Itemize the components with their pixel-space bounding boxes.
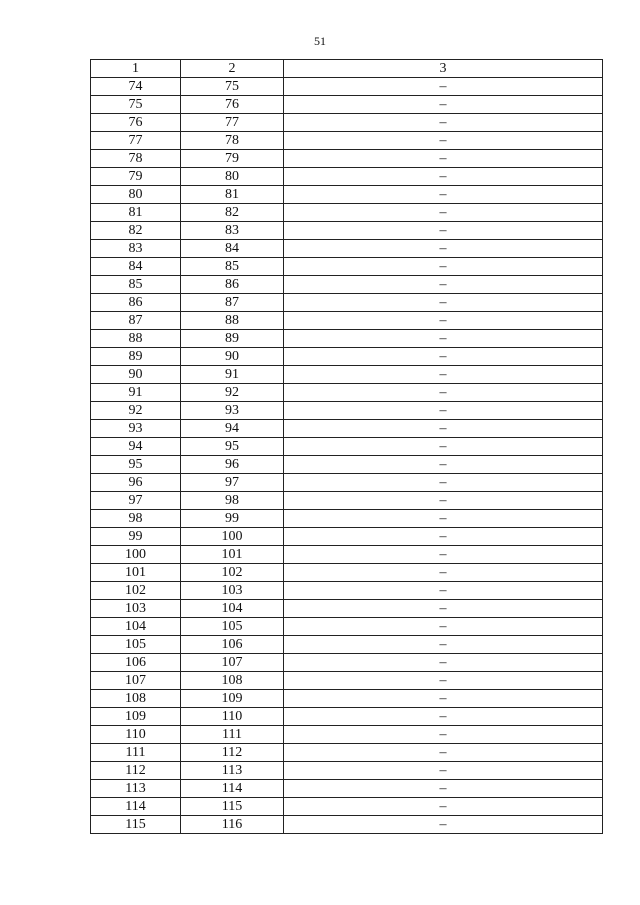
table-row <box>91 276 603 294</box>
table-cell-col-1: 78 <box>91 150 181 168</box>
table-cell-col-3: – <box>284 672 603 690</box>
table-cell-col-3: – <box>284 474 603 492</box>
table-row <box>91 150 603 168</box>
table-row <box>91 816 603 834</box>
table-cell-col-1: 99 <box>91 528 181 546</box>
table-cell-col-2: 82 <box>181 204 284 222</box>
table-cell-col-3: – <box>284 780 603 798</box>
table-cell-col-3: – <box>284 582 603 600</box>
table-cell-col-1: 103 <box>91 600 181 618</box>
table-cell-col-3: – <box>284 456 603 474</box>
table-cell-col-1: 102 <box>91 582 181 600</box>
table-row <box>91 582 603 600</box>
table-cell-col-1: 98 <box>91 510 181 528</box>
table-cell-col-2: 92 <box>181 384 284 402</box>
table-row <box>91 78 603 96</box>
table-cell-col-2: 91 <box>181 366 284 384</box>
table-cell-col-2: 90 <box>181 348 284 366</box>
table-row <box>91 366 603 384</box>
table-cell-col-1: 87 <box>91 312 181 330</box>
table-cell-col-3: – <box>284 690 603 708</box>
table-cell-col-2: 104 <box>181 600 284 618</box>
table-cell-col-3: – <box>284 744 603 762</box>
table-cell-col-3: – <box>284 240 603 258</box>
table-row <box>91 240 603 258</box>
table-row <box>91 294 603 312</box>
table-cell-col-2: 95 <box>181 438 284 456</box>
table-cell-col-3: – <box>284 96 603 114</box>
column-header-1: 1 <box>91 60 181 78</box>
table-cell-col-2: 96 <box>181 456 284 474</box>
table-cell-col-2: 114 <box>181 780 284 798</box>
table-cell-col-1: 92 <box>91 402 181 420</box>
table-cell-col-3: – <box>284 438 603 456</box>
table-row <box>91 258 603 276</box>
table-cell-col-3: – <box>284 726 603 744</box>
column-header-3: 3 <box>284 60 603 78</box>
table-cell-col-1: 86 <box>91 294 181 312</box>
table-cell-col-3: – <box>284 546 603 564</box>
table-cell-col-3: – <box>284 618 603 636</box>
table-row <box>91 762 603 780</box>
table-cell-col-3: – <box>284 654 603 672</box>
table-cell-col-1: 75 <box>91 96 181 114</box>
table-cell-col-2: 89 <box>181 330 284 348</box>
table-row <box>91 438 603 456</box>
table-cell-col-2: 110 <box>181 708 284 726</box>
table-row <box>91 600 603 618</box>
table-cell-col-1: 95 <box>91 456 181 474</box>
table-row <box>91 690 603 708</box>
table-cell-col-1: 85 <box>91 276 181 294</box>
table-cell-col-2: 109 <box>181 690 284 708</box>
table-cell-col-3: – <box>284 276 603 294</box>
table-cell-col-1: 93 <box>91 420 181 438</box>
table-cell-col-1: 111 <box>91 744 181 762</box>
table-cell-col-1: 105 <box>91 636 181 654</box>
table-cell-col-1: 115 <box>91 816 181 834</box>
table-cell-col-3: – <box>284 636 603 654</box>
table-row <box>91 798 603 816</box>
table-cell-col-2: 108 <box>181 672 284 690</box>
table-cell-col-3: – <box>284 312 603 330</box>
table-cell-col-3: – <box>284 168 603 186</box>
table-cell-col-1: 90 <box>91 366 181 384</box>
table-cell-col-1: 112 <box>91 762 181 780</box>
table-cell-col-1: 106 <box>91 654 181 672</box>
page-number: 51 <box>314 34 326 48</box>
table-cell-col-2: 100 <box>181 528 284 546</box>
table-row <box>91 312 603 330</box>
table-row <box>91 96 603 114</box>
table-cell-col-3: – <box>284 366 603 384</box>
table-row <box>91 456 603 474</box>
table-cell-col-2: 83 <box>181 222 284 240</box>
table-cell-col-2: 75 <box>181 78 284 96</box>
table-cell-col-2: 116 <box>181 816 284 834</box>
table-cell-col-3: – <box>284 600 603 618</box>
table-cell-col-2: 81 <box>181 186 284 204</box>
table-row <box>91 546 603 564</box>
table-cell-col-3: – <box>284 204 603 222</box>
table-cell-col-3: – <box>284 762 603 780</box>
table-cell-col-2: 87 <box>181 294 284 312</box>
table-cell-col-1: 109 <box>91 708 181 726</box>
table-cell-col-3: – <box>284 420 603 438</box>
table-cell-col-1: 101 <box>91 564 181 582</box>
table-cell-col-1: 100 <box>91 546 181 564</box>
table-cell-col-1: 89 <box>91 348 181 366</box>
table-cell-col-2: 97 <box>181 474 284 492</box>
table-cell-col-2: 84 <box>181 240 284 258</box>
table-cell-col-3: – <box>284 528 603 546</box>
table-row <box>91 672 603 690</box>
table-cell-col-3: – <box>284 510 603 528</box>
table-cell-col-3: – <box>284 186 603 204</box>
table-row <box>91 780 603 798</box>
table-cell-col-1: 110 <box>91 726 181 744</box>
table-row <box>91 708 603 726</box>
table-cell-col-1: 88 <box>91 330 181 348</box>
table-row <box>91 492 603 510</box>
table-row <box>91 384 603 402</box>
table-cell-col-2: 79 <box>181 150 284 168</box>
table-row <box>91 168 603 186</box>
table-row <box>91 348 603 366</box>
table-row <box>91 528 603 546</box>
table-cell-col-2: 107 <box>181 654 284 672</box>
table-cell-col-1: 113 <box>91 780 181 798</box>
table-cell-col-1: 108 <box>91 690 181 708</box>
table-cell-col-1: 82 <box>91 222 181 240</box>
table-row <box>91 474 603 492</box>
table-cell-col-1: 104 <box>91 618 181 636</box>
table-row <box>91 654 603 672</box>
table-row <box>91 132 603 150</box>
table-cell-col-2: 113 <box>181 762 284 780</box>
table-cell-col-2: 106 <box>181 636 284 654</box>
table-cell-col-3: – <box>284 348 603 366</box>
table-cell-col-3: – <box>284 222 603 240</box>
table-cell-col-1: 91 <box>91 384 181 402</box>
table-cell-col-2: 101 <box>181 546 284 564</box>
table-cell-col-1: 96 <box>91 474 181 492</box>
table-cell-col-3: – <box>284 708 603 726</box>
table-cell-col-1: 77 <box>91 132 181 150</box>
table-row <box>91 420 603 438</box>
table-cell-col-2: 80 <box>181 168 284 186</box>
table-cell-col-3: – <box>284 132 603 150</box>
table-cell-col-3: – <box>284 798 603 816</box>
table-cell-col-2: 102 <box>181 564 284 582</box>
table-header <box>91 60 603 78</box>
table-cell-col-3: – <box>284 294 603 312</box>
table-cell-col-3: – <box>284 258 603 276</box>
table-cell-col-2: 103 <box>181 582 284 600</box>
column-header-2: 2 <box>181 60 284 78</box>
table-cell-col-2: 88 <box>181 312 284 330</box>
table-cell-col-2: 105 <box>181 618 284 636</box>
table-cell-col-2: 99 <box>181 510 284 528</box>
data-table <box>90 59 603 834</box>
table-cell-col-2: 115 <box>181 798 284 816</box>
table-cell-col-3: – <box>284 330 603 348</box>
table-cell-col-1: 81 <box>91 204 181 222</box>
table-row <box>91 402 603 420</box>
table-cell-col-1: 94 <box>91 438 181 456</box>
table-cell-col-1: 79 <box>91 168 181 186</box>
table-cell-col-1: 107 <box>91 672 181 690</box>
table-cell-col-3: – <box>284 78 603 96</box>
table-cell-col-2: 112 <box>181 744 284 762</box>
table-cell-col-3: – <box>284 384 603 402</box>
table-cell-col-3: – <box>284 564 603 582</box>
table-cell-col-2: 78 <box>181 132 284 150</box>
table-cell-col-3: – <box>284 816 603 834</box>
table-cell-col-1: 97 <box>91 492 181 510</box>
table-body <box>91 78 603 834</box>
table-cell-col-2: 76 <box>181 96 284 114</box>
table-cell-col-3: – <box>284 492 603 510</box>
table-cell-col-2: 85 <box>181 258 284 276</box>
table-row <box>91 618 603 636</box>
table-row <box>91 636 603 654</box>
table-cell-col-2: 94 <box>181 420 284 438</box>
table-cell-col-2: 86 <box>181 276 284 294</box>
table-cell-col-2: 77 <box>181 114 284 132</box>
table-row <box>91 564 603 582</box>
table-cell-col-3: – <box>284 114 603 132</box>
table-cell-col-3: – <box>284 150 603 168</box>
table-row <box>91 186 603 204</box>
header-row <box>91 60 603 78</box>
table-cell-col-1: 83 <box>91 240 181 258</box>
table-row <box>91 222 603 240</box>
table-cell-col-3: – <box>284 402 603 420</box>
table-cell-col-2: 98 <box>181 492 284 510</box>
table-row <box>91 726 603 744</box>
data-table-container <box>90 59 602 834</box>
table-cell-col-1: 76 <box>91 114 181 132</box>
table-cell-col-2: 111 <box>181 726 284 744</box>
table-row <box>91 204 603 222</box>
table-cell-col-1: 114 <box>91 798 181 816</box>
table-cell-col-1: 74 <box>91 78 181 96</box>
table-row <box>91 510 603 528</box>
table-row <box>91 114 603 132</box>
table-cell-col-1: 84 <box>91 258 181 276</box>
table-cell-col-2: 93 <box>181 402 284 420</box>
table-cell-col-1: 80 <box>91 186 181 204</box>
table-row <box>91 744 603 762</box>
table-row <box>91 330 603 348</box>
